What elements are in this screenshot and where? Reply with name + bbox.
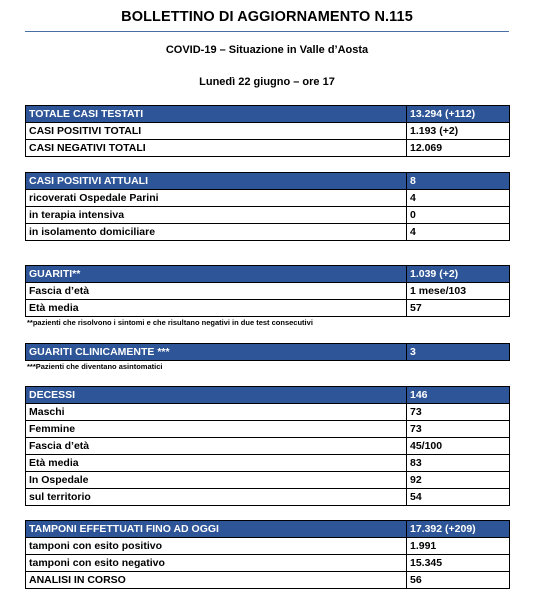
row-value: 57 bbox=[407, 300, 510, 317]
table-row bbox=[26, 224, 510, 241]
table-row bbox=[26, 521, 510, 538]
row-value: 4 bbox=[407, 190, 510, 207]
table-row bbox=[26, 572, 510, 589]
row-label: In Ospedale bbox=[26, 472, 407, 489]
row-value: 1.193 (+2) bbox=[407, 123, 510, 140]
table-guariti bbox=[25, 265, 510, 317]
row-label: Femmine bbox=[26, 421, 407, 438]
row-value: 45/100 bbox=[407, 438, 510, 455]
row-label: CASI POSITIVI ATTUALI bbox=[26, 173, 407, 190]
table-row bbox=[26, 106, 510, 123]
row-label: tamponi con esito positivo bbox=[26, 538, 407, 555]
row-value: 73 bbox=[407, 421, 510, 438]
table-row bbox=[26, 421, 510, 438]
row-label: Maschi bbox=[26, 404, 407, 421]
table-casi-testati bbox=[25, 105, 510, 157]
table-row bbox=[26, 387, 510, 404]
table-row bbox=[26, 489, 510, 506]
table-row bbox=[26, 555, 510, 572]
title-divider bbox=[25, 31, 509, 32]
table-row bbox=[26, 404, 510, 421]
bulletin-subtitle: COVID-19 – Situazione in Valle d’Aosta bbox=[165, 44, 369, 56]
table-row bbox=[26, 283, 510, 300]
row-label: in isolamento domiciliare bbox=[26, 224, 407, 241]
row-label: ricoverati Ospedale Parini bbox=[26, 190, 407, 207]
row-label: Età media bbox=[26, 455, 407, 472]
row-value: 54 bbox=[407, 489, 510, 506]
row-label: tamponi con esito negativo bbox=[26, 555, 407, 572]
row-value: 0 bbox=[407, 207, 510, 224]
row-value: 17.392 (+209) bbox=[407, 521, 510, 538]
table-decessi bbox=[25, 386, 510, 506]
row-label: Età media bbox=[26, 300, 407, 317]
row-label: Fascia d’età bbox=[26, 438, 407, 455]
row-label: sul territorio bbox=[26, 489, 407, 506]
table-row bbox=[26, 173, 510, 190]
row-value: 92 bbox=[407, 472, 510, 489]
row-value: 15.345 bbox=[407, 555, 510, 572]
bulletin-date: Lunedì 22 giugno – ore 17 bbox=[199, 76, 335, 88]
footnote-guariti: **pazienti che risolvono i sintomi e che risultano negativi in due test consecutivi bbox=[27, 318, 313, 327]
row-value: 1.991 bbox=[407, 538, 510, 555]
row-value: 73 bbox=[407, 404, 510, 421]
bulletin-title: BOLLETTINO DI AGGIORNAMENTO N.115 bbox=[121, 9, 413, 25]
table-row bbox=[26, 207, 510, 224]
row-value: 83 bbox=[407, 455, 510, 472]
table-row bbox=[26, 190, 510, 207]
table-positivi-attuali bbox=[25, 172, 510, 241]
table-row bbox=[26, 438, 510, 455]
row-label: in terapia intensiva bbox=[26, 207, 407, 224]
row-label: TOTALE CASI TESTATI bbox=[26, 106, 407, 123]
row-label: ANALISI IN CORSO bbox=[26, 572, 407, 589]
table-row bbox=[26, 344, 510, 361]
row-label: Fascia d’età bbox=[26, 283, 407, 300]
row-label: GUARITI** bbox=[26, 266, 407, 283]
table-row bbox=[26, 538, 510, 555]
row-label: CASI POSITIVI TOTALI bbox=[26, 123, 407, 140]
row-value: 3 bbox=[407, 344, 510, 361]
row-value: 1.039 (+2) bbox=[407, 266, 510, 283]
table-tamponi bbox=[25, 520, 510, 589]
row-value: 1 mese/103 bbox=[407, 283, 510, 300]
row-label: DECESSI bbox=[26, 387, 407, 404]
row-label: TAMPONI EFFETTUATI FINO AD OGGI bbox=[26, 521, 407, 538]
table-row bbox=[26, 472, 510, 489]
row-value: 12.069 bbox=[407, 140, 510, 157]
row-value: 13.294 (+112) bbox=[407, 106, 510, 123]
table-row bbox=[26, 266, 510, 283]
table-guariti-clinicamente bbox=[25, 343, 510, 361]
row-value: 56 bbox=[407, 572, 510, 589]
table-row bbox=[26, 140, 510, 157]
row-value: 4 bbox=[407, 224, 510, 241]
row-label: CASI NEGATIVI TOTALI bbox=[26, 140, 407, 157]
table-row bbox=[26, 455, 510, 472]
footnote-clinicamente: ***Pazienti che diventano asintomatici bbox=[27, 362, 163, 371]
table-row bbox=[26, 300, 510, 317]
row-value: 146 bbox=[407, 387, 510, 404]
table-row bbox=[26, 123, 510, 140]
row-value: 8 bbox=[407, 173, 510, 190]
row-label: GUARITI CLINICAMENTE *** bbox=[26, 344, 407, 361]
